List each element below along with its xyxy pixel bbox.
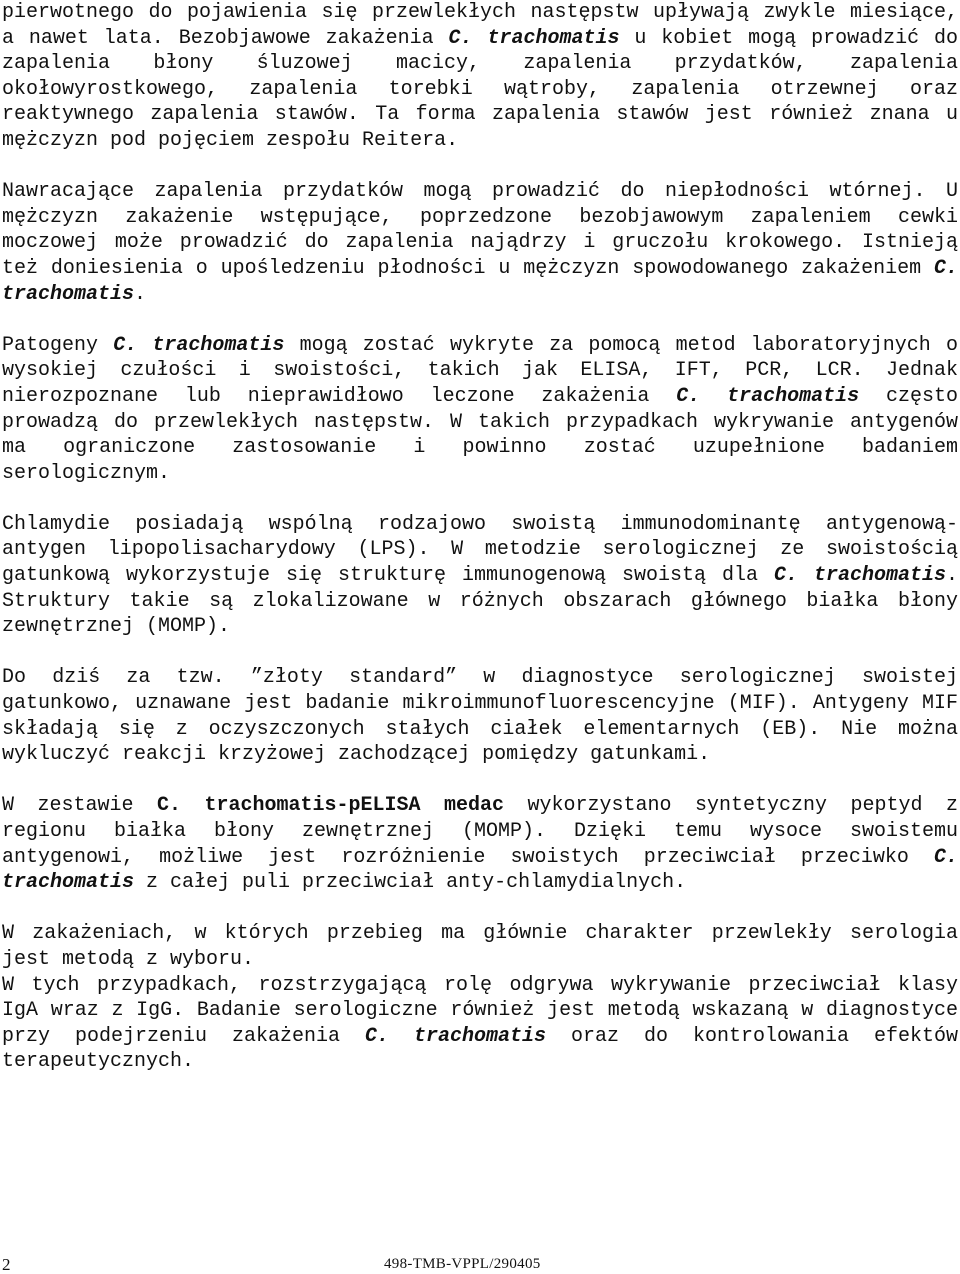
paragraph-gap [2, 154, 958, 180]
text-run: W zestawie [2, 794, 157, 818]
text-run: z całej puli przeciwciał anty-chlamydialnych. [134, 871, 687, 895]
text-run: wykorzystano syntetyczny peptyd z regionu białka błony zewnętrznej (MOMP). Dzięki temu wysoce swoistemu antygenowi, możliwe jest rozróżnienie swoistych przeciwciał przeciwko [2, 794, 958, 869]
species-name: C. trachomatis [113, 333, 285, 357]
text-run: mogą zostać wykryte za pomocą metod laboratoryjnych o wysokiej czułości i swoistości, takich jak ELISA, IFT, PCR, LCR. Jednak nierozpoznane lub nieprawidłowo leczone zakażenia [2, 333, 958, 408]
text-run: pierwotnego do pojawienia się przewlekłych następstw upływają zwykle miesiące, a nawet lata. Bezobjawowe zakażenia [2, 1, 958, 50]
paragraph-gap [2, 640, 958, 666]
page-number: 2 [2, 1255, 11, 1274]
text-run: Do dziś za tzw. ”złoty standard” w diagnostyce serologicznej swoistej gatunkowo, uznawane jest badanie mikroimmunofluorescencyjne (MIF). Antygeny MIF składają się z oczyszczonych stałych ciałek elementarnych (EB). Nie można wykluczyć reakcji krzyżowej zachodzącej pomiędzy gatunkami. [2, 666, 958, 767]
paragraph-5 [2, 665, 958, 767]
species-name: C. trachomatis [676, 384, 860, 408]
paragraph-8 [2, 973, 958, 1075]
text-run: u kobiet mogą prowadzić do zapalenia błony śluzowej macicy, zapalenia przydatków, zapalenia okołowyrostkowego, zapalenia torebki wątroby, zapalenia otrzewnej oraz reaktywnego zapalenia stawów. Ta forma zapalenia stawów jest również znana u mężczyzn pod pojęciem zespołu Reitera. [2, 26, 958, 152]
text-run: często prowadzą do przewlekłych następstw. W takich przypadkach wykrywanie antygenów ma ograniczone zastosowanie i powinno zostać uzupełnione badaniem serologicznym. [2, 384, 959, 485]
document-code: 498-TMB-VPPL/290405 [384, 1256, 541, 1272]
species-name: C. trachomatis [773, 564, 946, 588]
text-run: Patogeny [2, 333, 114, 357]
product-name: C. trachomatis-pELISA medac [156, 794, 504, 818]
paragraph-1 [2, 0, 958, 154]
paragraph-gap [2, 768, 958, 794]
text-run: . [134, 282, 147, 306]
page-footer [0, 1255, 960, 1274]
paragraph-6 [2, 793, 958, 895]
text-run: W zakażeniach, w których przebieg ma głównie charakter przewlekły serologia jest metodą z wyboru. [2, 922, 958, 971]
species-name: C. trachomatis [2, 845, 958, 895]
paragraph-gap [2, 307, 958, 333]
paragraph-3 [2, 333, 958, 487]
paragraph-7 [2, 921, 958, 972]
paragraph-4 [2, 512, 958, 640]
text-run: W tych przypadkach, rozstrzygającą rolę odgrywa wykrywanie przeciwciał klasy IgA wraz z IgG. Badanie serologiczne również jest metodą wskazaną w diagnostyce przy podejrzeniu zakażenia [2, 973, 958, 1048]
species-name: C. trachomatis [365, 1024, 547, 1048]
species-name: C. trachomatis [448, 26, 620, 50]
document-body [2, 0, 958, 1075]
paragraph-2 [2, 179, 958, 307]
species-name: C. trachomatis [2, 256, 958, 306]
text-run: oraz do kontrolowania efektów terapeutycznych. [2, 1024, 958, 1074]
text-run: Nawracające zapalenia przydatków mogą prowadzić do niepłodności wtórnej. U mężczyzn zakażenie wstępujące, poprzedzone bezobjawowym zapaleniem cewki moczowej może prowadzić do zapalenia najądrzy i gruczołu krokowego. Istnieją też doniesienia o upośledzeniu płodności u mężczyzn spowodowanego zakażeniem [2, 180, 958, 280]
paragraph-gap [2, 486, 958, 512]
text-run: . Struktury takie są zlokalizowane w różnych obszarach głównego białka błony zewnętrznej (MOMP). [2, 564, 959, 639]
text-run: Chlamydie posiadają wspólną rodzajowo swoistą immunodominantę antygenową- antygen lipopolisacharydowy (LPS). W metodzie serologicznej ze swoistością gatunkową wykorzystuje się strukturę immunogenową swoistą dla [2, 512, 958, 588]
paragraph-gap [2, 896, 958, 922]
